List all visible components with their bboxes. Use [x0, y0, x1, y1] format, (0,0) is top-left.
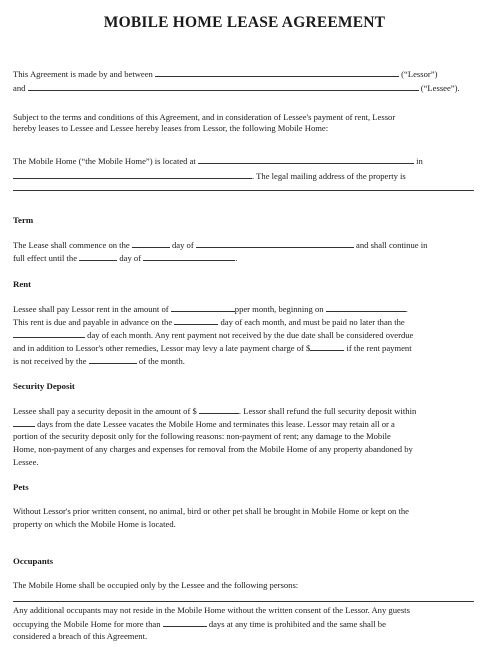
lessor-name-blank[interactable] [155, 68, 399, 77]
lessee-tag: (“Lessee”). [420, 83, 460, 93]
term-end-period: . [235, 253, 238, 263]
term-continue-text: and shall continue in [356, 240, 428, 250]
location-text: The Mobile Home (“the Mobile Home”) is located at [13, 156, 196, 166]
term-commence-text: The Lease shall commence on the [13, 240, 130, 250]
refund-days-blank[interactable] [13, 418, 35, 427]
term-dayof-text: day of [172, 240, 194, 250]
guest-days-blank[interactable] [163, 618, 207, 627]
lessor-tag: (“Lessor”) [401, 69, 438, 79]
deposit-line-2 [13, 418, 395, 430]
guests-text: occupying the Mobile Home for more than [13, 619, 161, 629]
deposit-line-5: Lessee. [13, 457, 39, 467]
intro-line-1 [13, 68, 437, 80]
term-start-day-blank[interactable] [132, 239, 170, 248]
occupants-heading: Occupants [13, 556, 54, 566]
term-end-day-blank[interactable] [79, 252, 117, 261]
pets-line-2: property on which the Mobile Home is located. [13, 519, 176, 529]
term-start-month-blank[interactable] [196, 239, 354, 248]
term-heading: Term [13, 215, 34, 225]
rent-due-text-2: day of each month, and must be paid no later than the [220, 317, 405, 327]
rent-per-month-text: pper month, beginning on [234, 304, 324, 314]
pets-heading: Pets [13, 482, 29, 492]
rent-heading: Rent [13, 279, 32, 289]
deposit-heading: Security Deposit [13, 381, 75, 391]
location-city-blank[interactable] [13, 170, 252, 179]
late-day-blank[interactable] [89, 355, 137, 364]
location-line-1 [13, 155, 423, 167]
term-end-month-blank[interactable] [143, 252, 238, 263]
occupants-line-1: The Mobile Home shall be occupied only by the Lessee and the following persons: [13, 580, 299, 590]
term-line-1 [13, 239, 427, 251]
intro-line-2 [13, 82, 460, 94]
deposit-line-1 [13, 405, 416, 417]
deposit-line-4: Home, non-payment of any charges and expenses for removal from the Mobile Home of any property abandoned by [13, 444, 413, 454]
subject-line-2: hereby leases to Lessee and Lessee hereby leases from Lessor, the following Mobile Home: [13, 123, 329, 133]
rent-line-5 [13, 355, 185, 367]
intro-text-between: This Agreement is made by and between [13, 69, 153, 79]
rent-line1-period: . [405, 304, 408, 314]
location-address-blank[interactable] [198, 155, 414, 164]
rent-begin-date-blank[interactable] [326, 303, 406, 312]
rent-if-text: if the rent payment [346, 343, 412, 353]
document-title: MOBILE HOME LEASE AGREEMENT [103, 14, 386, 31]
intro-text-and: and [13, 83, 26, 93]
deposit-amount-blank[interactable] [199, 405, 239, 414]
mailing-address-blank[interactable] [13, 190, 474, 191]
rent-of-month-text: of the month. [138, 356, 185, 366]
location-line-2 [13, 170, 406, 182]
deposit-refund-text: . Lessor shall refund the full security deposit within [238, 406, 417, 416]
pets-line-1: Without Lessor's prior written consent, no animal, bird or other pet shall be brought in Mobile Home or kept on the [13, 506, 409, 516]
deposit-line-3: portion of the security deposit only for the following reasons: non-payment of rent; any damage to the Mobile [13, 431, 391, 441]
lessee-name-blank[interactable] [28, 82, 419, 91]
rent-line-1 [13, 303, 408, 315]
term-end-dayof-text: day of [119, 253, 142, 263]
subject-line-1: Subject to the terms and conditions of this Agreement, and in consideration of Lessee's payment of rent, Lessor [13, 112, 396, 122]
rent-amount-text: Lessee shall pay Lessor rent in the amount of [13, 304, 169, 314]
guests-prohibited-text: days at any time is prohibited and the same shall be [208, 619, 386, 629]
rent-line-2 [13, 316, 405, 328]
rent-received-text: is not received by the [13, 356, 87, 366]
occupants-line-2: Any additional occupants may not reside in the Mobile Home without the written consent of the Lessor. Any guests [13, 605, 410, 615]
term-line-2 [13, 252, 237, 264]
location-in-text: in [416, 156, 423, 166]
rent-late-charge-text: and in addition to Lessor's other remedies, Lessor may levy a late payment charge of $ [13, 343, 311, 353]
late-charge-blank[interactable] [310, 342, 344, 351]
rent-line-3 [13, 329, 413, 341]
occupants-names-blank[interactable] [13, 601, 474, 602]
occupants-line-4: considered a breach of this Agreement. [13, 631, 148, 641]
rent-amount-blank[interactable] [171, 303, 235, 312]
rent-overdue-text: day of each month. Any rent payment not received by the due date shall be considered overdue [87, 330, 414, 340]
occupants-line-3 [13, 618, 386, 630]
rent-latest-day-blank[interactable] [13, 329, 85, 338]
mailing-address-text: . The legal mailing address of the property is [252, 171, 406, 181]
rent-due-text: This rent is due and payable in advance on the [13, 317, 173, 327]
term-until-text: full effect until the [13, 253, 78, 263]
deposit-amount-text: Lessee shall pay a security deposit in the amount of $ [13, 406, 197, 416]
deposit-days-text: days from the date Lessee vacates the Mobile Home and terminates this lease. Lessor may retain all or a [37, 419, 395, 429]
rent-due-day-blank[interactable] [174, 316, 218, 325]
rent-line-4 [13, 342, 412, 354]
